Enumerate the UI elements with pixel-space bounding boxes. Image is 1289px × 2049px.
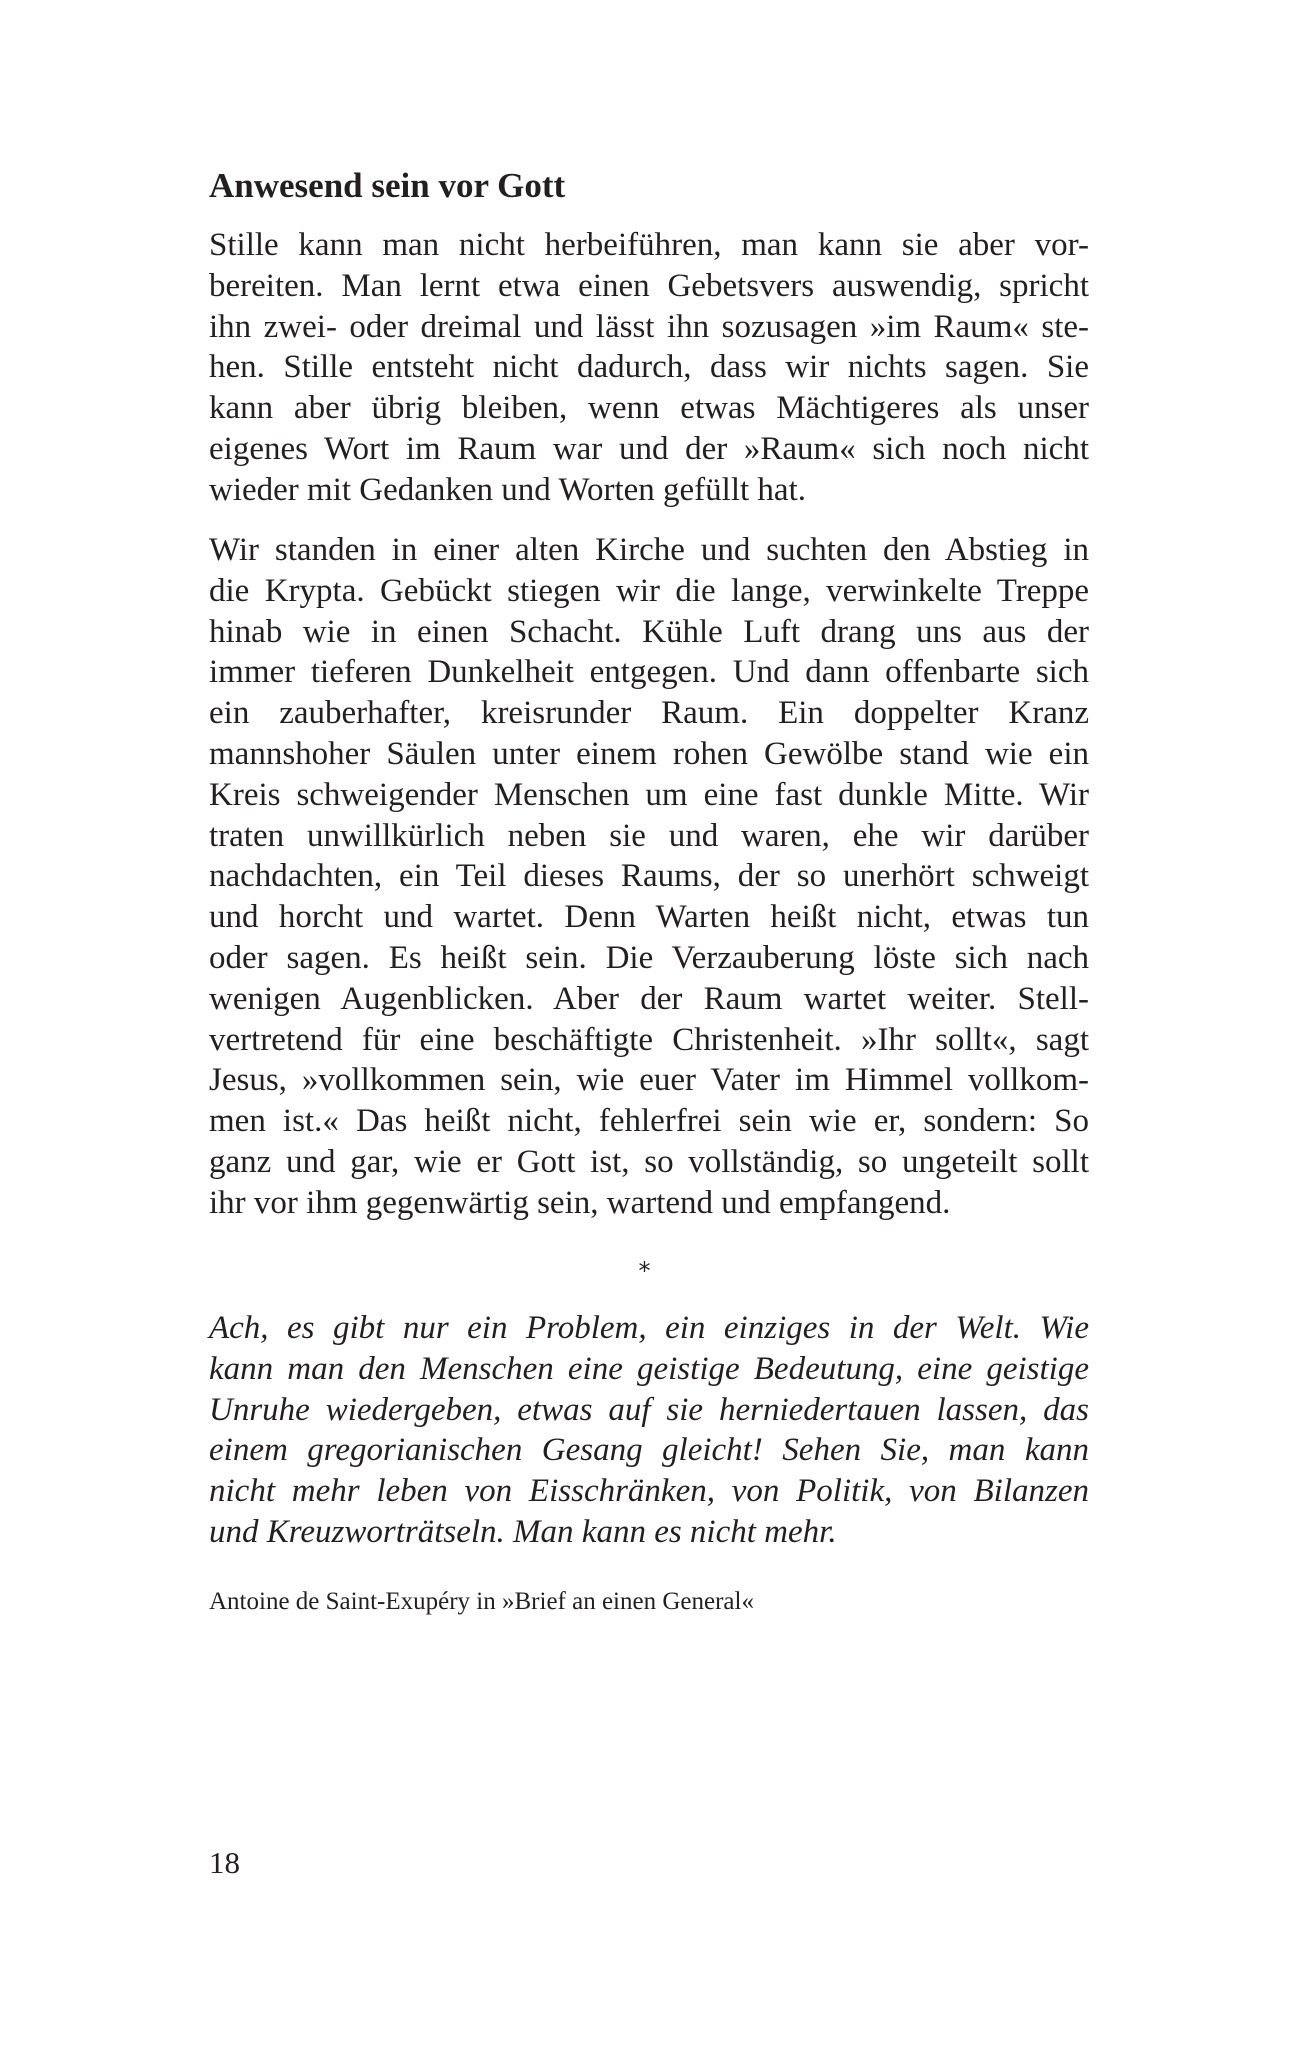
paragraph-line: men ist.« Das heißt nicht, fehlerfrei sein wie er, sondern: So xyxy=(209,1103,1089,1140)
paragraph-line: Kreis schweigender Menschen um eine fast dunkle Mitte. Wir xyxy=(209,776,1089,813)
quote-block xyxy=(209,1308,1089,1553)
paragraph-line: die Krypta. Gebückt stiegen wir die lange, verwinkelte Treppe xyxy=(209,572,1089,609)
paragraph-line: hinab wie in einen Schacht. Kühle Luft drang uns aus der xyxy=(209,613,1089,650)
paragraph-line: eigenes Wort im Raum war und der »Raum« sich noch nicht xyxy=(209,430,1089,467)
paragraph-line: Stille kann man nicht herbeiführen, man kann sie aber vor- xyxy=(209,227,1089,263)
paragraph-1 xyxy=(209,225,1089,511)
asterisk-separator: * xyxy=(638,1257,651,1285)
paragraph-line: Wir standen in einer alten Kirche und suchten den Abstieg in xyxy=(209,532,1089,568)
quote-line: kann man den Menschen eine geistige Bedeutung, eine geistige xyxy=(209,1350,1089,1387)
quote-line: nicht mehr leben von Eisschränken, von Politik, von Bilanzen xyxy=(209,1473,1089,1510)
quote-line: Ach, es gibt nur ein Problem, ein einziges in der Welt. Wie xyxy=(209,1310,1089,1346)
paragraph-line: Jesus, »vollkommen sein, wie euer Vater im Himmel vollkom- xyxy=(209,1062,1089,1099)
paragraph-2 xyxy=(209,530,1089,1224)
paragraph-line: kann aber übrig bleiben, wenn etwas Mächtigeres als unser xyxy=(209,390,1089,427)
paragraph-line: immer tieferen Dunkelheit entgegen. Und dann offenbarte sich xyxy=(209,654,1089,691)
paragraph-line: ganz und gar, wie er Gott ist, so vollständig, so ungeteilt sollt xyxy=(209,1143,1089,1180)
page-number: 18 xyxy=(209,1845,240,1880)
paragraph-line: bereiten. Man lernt etwa einen Gebetsvers auswendig, spricht xyxy=(209,267,1089,304)
quote-line: und Kreuzworträtseln. Man kann es nicht mehr. xyxy=(209,1513,837,1550)
paragraph-line: oder sagen. Es heißt sein. Die Verzauberung löste sich nach xyxy=(209,939,1089,976)
paragraph-line: traten unwillkürlich neben sie und waren, ehe wir darüber xyxy=(209,817,1089,854)
section-heading: Anwesend sein vor Gott xyxy=(209,166,566,205)
quote-attribution: Antoine de Saint-Exupéry in »Brief an einen General« xyxy=(209,1588,754,1615)
quote-line: einem gregorianischen Gesang gleicht! Sehen Sie, man kann xyxy=(209,1432,1089,1469)
paragraph-line: mannshoher Säulen unter einem rohen Gewölbe stand wie ein xyxy=(209,735,1089,772)
quote-line: Unruhe wiedergeben, etwas auf sie herniedertauen lassen, das xyxy=(209,1391,1089,1428)
paragraph-line: vertretend für eine beschäftigte Christenheit. »Ihr sollt«, sagt xyxy=(209,1021,1089,1058)
paragraph-line: wieder mit Gedanken und Worten gefüllt hat. xyxy=(209,471,806,508)
paragraph-line: wenigen Augenblicken. Aber der Raum wartet weiter. Stell- xyxy=(209,980,1089,1017)
paragraph-line: hen. Stille entsteht nicht dadurch, dass wir nichts sagen. Sie xyxy=(209,349,1089,386)
paragraph-line: ihn zwei- oder dreimal und lässt ihn sozusagen »im Raum« ste- xyxy=(209,308,1089,345)
paragraph-line: ihr vor ihm gegenwärtig sein, wartend und empfangend. xyxy=(209,1184,951,1221)
paragraph-line: und horcht und wartet. Denn Warten heißt nicht, etwas tun xyxy=(209,899,1089,936)
paragraph-line: ein zauberhafter, kreisrunder Raum. Ein doppelter Kranz xyxy=(209,695,1089,732)
paragraph-line: nachdachten, ein Teil dieses Raums, der so unerhört schweigt xyxy=(209,858,1089,895)
